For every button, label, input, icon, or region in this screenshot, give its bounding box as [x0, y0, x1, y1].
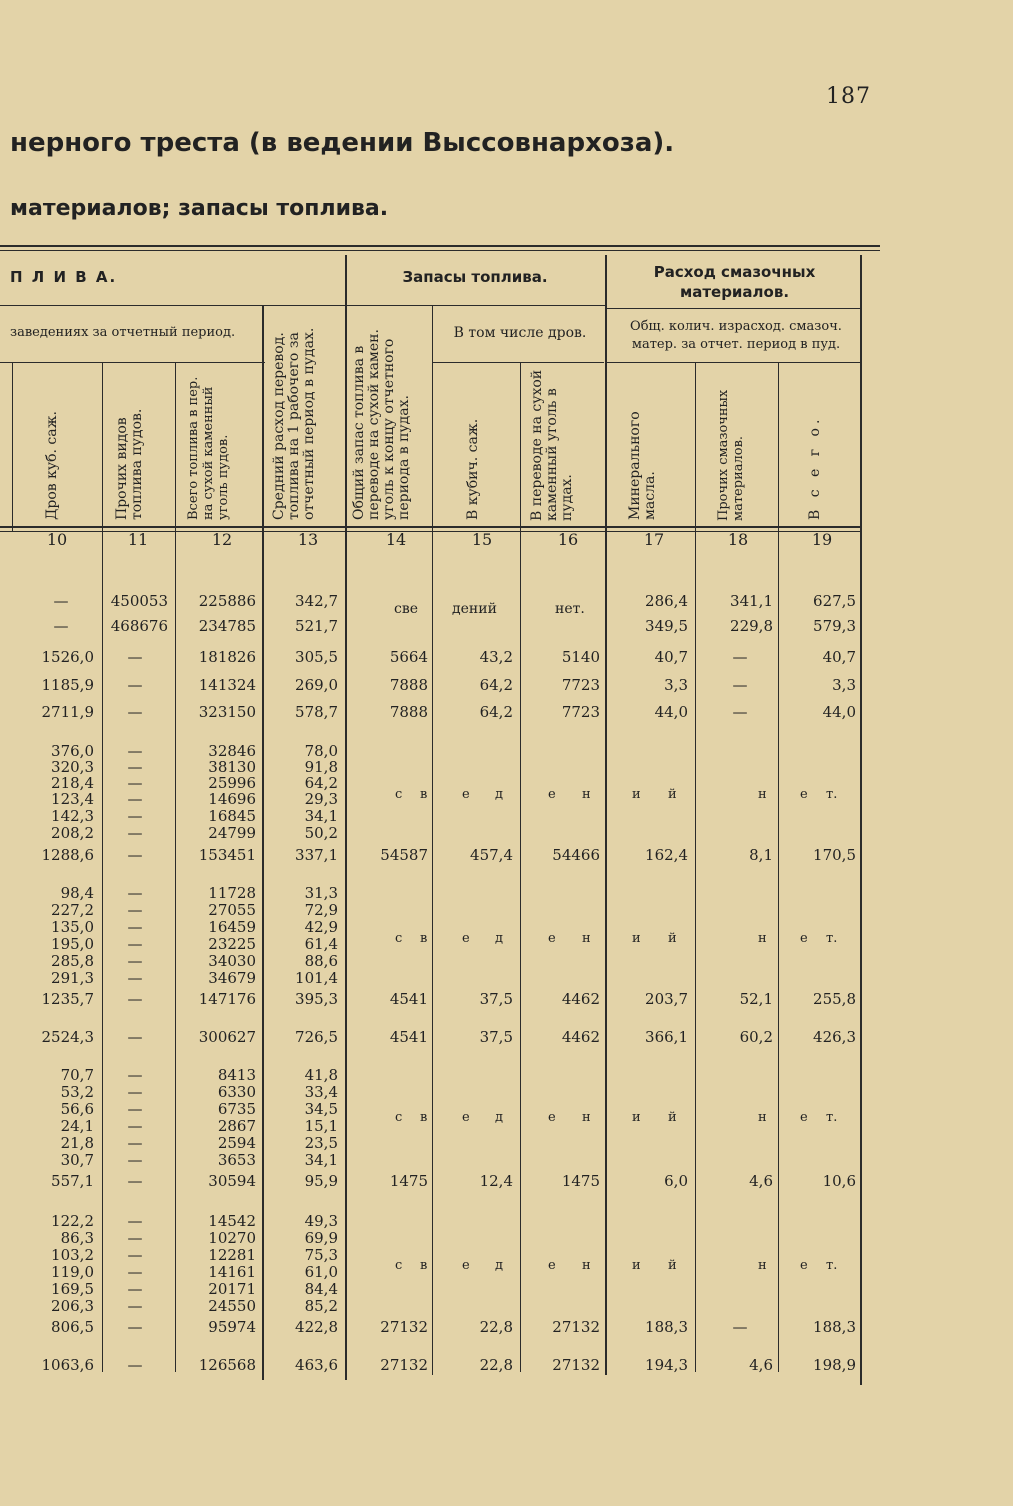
header-col17: Минерального масла.: [627, 411, 658, 520]
note-letter: е: [462, 1258, 470, 1273]
table-cell: —: [127, 648, 143, 666]
table-cell: 42,9: [304, 918, 338, 936]
table-cell: 64,2: [479, 703, 513, 721]
table-cell: —: [127, 1229, 143, 1247]
table-cell: —: [127, 952, 143, 970]
table-cell: 4462: [561, 1028, 600, 1046]
note-letter: й: [668, 787, 677, 802]
table-cell: 5664: [389, 648, 428, 666]
colnum: 15: [471, 530, 493, 549]
table-cell: 85,2: [304, 1297, 338, 1315]
table-cell: —: [127, 1028, 143, 1046]
table-cell: —: [732, 648, 748, 666]
table-cell: 8413: [217, 1066, 256, 1084]
table-cell: —: [127, 935, 143, 953]
table-cell: 2524,3: [41, 1028, 94, 1046]
table-cell: 61,0: [304, 1263, 338, 1281]
table-cell: —: [127, 1263, 143, 1281]
note-letter: д: [495, 787, 504, 802]
table-cell: 3,3: [664, 676, 688, 694]
note-text: нет.: [555, 601, 585, 617]
table-cell: 229,8: [730, 617, 773, 635]
note-letter: с: [395, 931, 403, 946]
table-cell: 38130: [208, 758, 256, 776]
table-cell: 142,3: [51, 807, 94, 825]
table-cell: 323150: [198, 703, 256, 721]
table-cell: 95974: [208, 1318, 256, 1336]
note-letter: е: [462, 931, 470, 946]
table-cell: 40,7: [654, 648, 688, 666]
table-cell: —: [127, 901, 143, 919]
table-cell: 153451: [198, 846, 256, 864]
table-cell: 122,2: [51, 1212, 94, 1230]
table-cell: 10,6: [822, 1172, 856, 1190]
header-col11: Прочих видов топлива пудов.: [114, 408, 145, 520]
table-cell: 22,8: [479, 1318, 513, 1336]
table-cell: 194,3: [645, 1356, 688, 1374]
table-cell: —: [127, 807, 143, 825]
header-group-lubricants: Расход смазочных материалов.: [653, 263, 816, 301]
table-cell: 11728: [208, 884, 256, 902]
rule-h1: [0, 305, 345, 306]
header-group-stocks: Запасы топлива.: [402, 268, 548, 286]
table-cell: 286,4: [645, 592, 688, 610]
note-letter: с: [395, 787, 403, 802]
table-cell: 12,4: [479, 1172, 513, 1190]
table-cell: 101,4: [295, 969, 338, 987]
header-sub-period: заведениях за отчетный период.: [10, 325, 236, 340]
table-cell: 3,3: [832, 676, 856, 694]
table-cell: 98,4: [60, 884, 94, 902]
vline: [12, 362, 13, 532]
table-cell: 181826: [198, 648, 256, 666]
note-letter: в: [420, 931, 428, 946]
table-cell: 3653: [217, 1151, 256, 1169]
note-letter: в: [420, 1258, 428, 1273]
table-cell: 44,0: [822, 703, 856, 721]
table-cell: —: [127, 1100, 143, 1118]
table-cell: 1475: [561, 1172, 600, 1190]
table-cell: —: [127, 824, 143, 842]
table-cell: 78,0: [304, 742, 338, 760]
table-cell: 119,0: [51, 1263, 94, 1281]
table-cell: 1185,9: [41, 676, 94, 694]
table-cell: 21,8: [60, 1134, 94, 1152]
page-number: 187: [826, 84, 871, 109]
note-letter: в: [420, 787, 428, 802]
note-letter: е: [462, 1110, 470, 1125]
table-cell: 206,3: [51, 1297, 94, 1315]
table-cell: 70,7: [60, 1066, 94, 1084]
table-cell: 103,2: [51, 1246, 94, 1264]
table-cell: 349,5: [645, 617, 688, 635]
table-cell: 53,2: [60, 1083, 94, 1101]
table-cell: 341,1: [730, 592, 773, 610]
table-cell: 30,7: [60, 1151, 94, 1169]
table-cell: 188,3: [645, 1318, 688, 1336]
table-cell: 203,7: [645, 990, 688, 1008]
table-cell: —: [127, 758, 143, 776]
table-cell: 49,3: [304, 1212, 338, 1230]
table-cell: —: [53, 617, 69, 635]
table-cell: 1063,6: [41, 1356, 94, 1374]
table-cell: —: [127, 774, 143, 792]
table-cell: 337,1: [295, 846, 338, 864]
table-cell: —: [127, 1083, 143, 1101]
table-cell: 300627: [198, 1028, 256, 1046]
note-letter: с: [395, 1110, 403, 1125]
vline: [102, 362, 103, 1372]
note-letter: е: [800, 1258, 808, 1273]
table-cell: —: [127, 1134, 143, 1152]
table-cell: 25996: [208, 774, 256, 792]
table-cell: 50,2: [304, 824, 338, 842]
table-cell: 1526,0: [41, 648, 94, 666]
table-cell: 123,4: [51, 790, 94, 808]
table-cell: 1288,6: [41, 846, 94, 864]
table-cell: 557,1: [51, 1172, 94, 1190]
rule-h1c: [605, 308, 860, 309]
table-cell: 8,1: [749, 846, 773, 864]
rule-h1b: [345, 305, 605, 306]
table-cell: 320,3: [51, 758, 94, 776]
table-cell: 16845: [208, 807, 256, 825]
table-cell: 34030: [208, 952, 256, 970]
table-cell: 14696: [208, 790, 256, 808]
header-group-fuel: П Л И В А.: [10, 268, 118, 286]
table-cell: —: [53, 592, 69, 610]
table-cell: —: [127, 1318, 143, 1336]
table-cell: 578,7: [295, 703, 338, 721]
table-cell: 69,9: [304, 1229, 338, 1247]
table-cell: 24,1: [60, 1117, 94, 1135]
table-cell: 24799: [208, 824, 256, 842]
table-cell: 12281: [208, 1246, 256, 1264]
table-cell: 33,4: [304, 1083, 338, 1101]
table-cell: 169,5: [51, 1280, 94, 1298]
vline: [432, 305, 433, 1375]
table-cell: 27132: [552, 1356, 600, 1374]
colnum: 13: [297, 530, 319, 549]
table-top-rule-2: [0, 250, 880, 251]
note-letter: е: [548, 931, 556, 946]
table-cell: 54466: [552, 846, 600, 864]
table-cell: 6330: [217, 1083, 256, 1101]
table-cell: 806,5: [51, 1318, 94, 1336]
vline: [605, 255, 607, 1375]
header-col15: В кубич. саж.: [465, 418, 481, 520]
note-letter: е: [462, 787, 470, 802]
table-cell: 30594: [208, 1172, 256, 1190]
colnum: 17: [643, 530, 665, 549]
note-letter: т.: [826, 1110, 838, 1125]
note-letter: н: [582, 1110, 591, 1125]
table-cell: 32846: [208, 742, 256, 760]
table-cell: 4541: [389, 1028, 428, 1046]
table-cell: —: [127, 884, 143, 902]
note-letter: т.: [826, 1258, 838, 1273]
table-cell: 54587: [380, 846, 428, 864]
table-cell: 4,6: [749, 1356, 773, 1374]
header-sub-wood: В том числе дров.: [453, 325, 587, 341]
table-cell: 1475: [389, 1172, 428, 1190]
header-col14: Общий запас топлива в переводе на сухой камен. уголь к концу отчетного периода в пудах.: [351, 329, 412, 520]
table-cell: 95,9: [304, 1172, 338, 1190]
table-cell: 579,3: [813, 617, 856, 635]
note-letter: н: [758, 1258, 767, 1273]
table-cell: 27055: [208, 901, 256, 919]
table-cell: 27132: [380, 1356, 428, 1374]
note-letter: е: [548, 1258, 556, 1273]
colnum: 12: [211, 530, 233, 549]
header-sub-lubricants: Общ. колич. израсход. смазоч. матер. за отчет. период в пуд.: [630, 319, 842, 352]
table-cell: —: [127, 703, 143, 721]
header-col13: Средний расход перевод. топлива на 1 рабочего за отчетный период в пудах.: [271, 327, 317, 520]
table-cell: 64,2: [479, 676, 513, 694]
table-cell: 86,3: [60, 1229, 94, 1247]
table-cell: —: [127, 846, 143, 864]
table-cell: 4541: [389, 990, 428, 1008]
note-letter: н: [758, 1110, 767, 1125]
table-cell: 56,6: [60, 1100, 94, 1118]
table-cell: 34,5: [304, 1100, 338, 1118]
table-cell: —: [127, 1066, 143, 1084]
note-letter: и: [632, 931, 641, 946]
table-cell: 27132: [380, 1318, 428, 1336]
table-cell: 468676: [110, 617, 168, 635]
table-cell: 20171: [208, 1280, 256, 1298]
table-cell: 10270: [208, 1229, 256, 1247]
table-cell: 23225: [208, 935, 256, 953]
note-letter: т.: [826, 931, 838, 946]
table-cell: 188,3: [813, 1318, 856, 1336]
note-letter: д: [495, 931, 504, 946]
rule-h2: [0, 362, 265, 363]
table-cell: —: [127, 1151, 143, 1169]
table-cell: —: [127, 1172, 143, 1190]
table-cell: 7888: [389, 676, 428, 694]
note-letter: с: [395, 1258, 403, 1273]
vline: [695, 362, 696, 1372]
table-cell: —: [127, 1246, 143, 1264]
note-letter: н: [758, 931, 767, 946]
table-cell: 60,2: [739, 1028, 773, 1046]
table-cell: 44,0: [654, 703, 688, 721]
vline: [778, 362, 779, 1372]
note-letter: е: [800, 787, 808, 802]
table-cell: 7723: [561, 676, 600, 694]
note-letter: е: [548, 787, 556, 802]
table-cell: 269,0: [295, 676, 338, 694]
note-letter: т.: [826, 787, 838, 802]
table-cell: 395,3: [295, 990, 338, 1008]
table-cell: 225886: [198, 592, 256, 610]
table-cell: 234785: [198, 617, 256, 635]
table-cell: 227,2: [51, 901, 94, 919]
note-letter: д: [495, 1258, 504, 1273]
note-letter: й: [668, 931, 677, 946]
table-cell: 198,9: [813, 1356, 856, 1374]
table-cell: 52,1: [739, 990, 773, 1008]
table-cell: 463,6: [295, 1356, 338, 1374]
table-cell: 726,5: [295, 1028, 338, 1046]
table-cell: 72,9: [304, 901, 338, 919]
table-cell: 34,1: [304, 807, 338, 825]
table-cell: 88,6: [304, 952, 338, 970]
table-cell: 2594: [217, 1134, 256, 1152]
table-cell: 75,3: [304, 1246, 338, 1264]
table-cell: 521,7: [295, 617, 338, 635]
note-letter: е: [548, 1110, 556, 1125]
note-letter: е: [800, 1110, 808, 1125]
rule-h2c: [606, 362, 860, 363]
colnum: 18: [727, 530, 749, 549]
table-cell: 61,4: [304, 935, 338, 953]
table-cell: 208,2: [51, 824, 94, 842]
table-cell: 41,8: [304, 1066, 338, 1084]
table-cell: 285,8: [51, 952, 94, 970]
table-cell: —: [127, 918, 143, 936]
table-cell: 29,3: [304, 790, 338, 808]
table-cell: —: [127, 1117, 143, 1135]
table-cell: 162,4: [645, 846, 688, 864]
table-cell: —: [732, 703, 748, 721]
table-cell: 15,1: [304, 1117, 338, 1135]
table-cell: 22,8: [479, 1356, 513, 1374]
header-col19: В с е г о.: [807, 415, 823, 520]
table-cell: 31,3: [304, 884, 338, 902]
table-cell: 5140: [561, 648, 600, 666]
table-cell: 218,4: [51, 774, 94, 792]
header-col10: Дров куб. саж.: [44, 411, 60, 520]
note-letter: н: [582, 1258, 591, 1273]
table-cell: 91,8: [304, 758, 338, 776]
table-cell: 457,4: [470, 846, 513, 864]
table-cell: 34,1: [304, 1151, 338, 1169]
table-cell: 2711,9: [41, 703, 94, 721]
rule-h2b: [432, 362, 604, 363]
table-cell: 255,8: [813, 990, 856, 1008]
note-letter: н: [758, 787, 767, 802]
table-cell: 4,6: [749, 1172, 773, 1190]
table-cell: 7723: [561, 703, 600, 721]
table-cell: 27132: [552, 1318, 600, 1336]
table-cell: 126568: [198, 1356, 256, 1374]
table-cell: 342,7: [295, 592, 338, 610]
table-cell: —: [127, 1356, 143, 1374]
note-letter: е: [800, 931, 808, 946]
table-cell: 14542: [208, 1212, 256, 1230]
note-letter: н: [582, 787, 591, 802]
table-cell: 37,5: [479, 990, 513, 1008]
note-letter: й: [668, 1110, 677, 1125]
table-cell: —: [127, 990, 143, 1008]
colnum: 10: [46, 530, 68, 549]
table-cell: 141324: [198, 676, 256, 694]
table-cell: —: [127, 969, 143, 987]
note-letter: и: [632, 787, 641, 802]
table-cell: 4462: [561, 990, 600, 1008]
note-letter: и: [632, 1258, 641, 1273]
table-cell: 37,5: [479, 1028, 513, 1046]
table-cell: —: [732, 676, 748, 694]
note-letter: и: [632, 1110, 641, 1125]
table-cell: 147176: [198, 990, 256, 1008]
table-cell: 84,4: [304, 1280, 338, 1298]
note-text: све: [394, 601, 419, 617]
table-cell: 366,1: [645, 1028, 688, 1046]
table-cell: —: [127, 790, 143, 808]
header-col16: В переводе на сухой каменный уголь в пудах.: [529, 369, 575, 521]
vline: [520, 362, 521, 1372]
note-letter: д: [495, 1110, 504, 1125]
vline: [345, 255, 347, 1380]
table-top-rule: [0, 245, 880, 247]
header-col12: Всего топлива в пер. на сухой каменный уголь пудов.: [186, 376, 231, 520]
note-letter: в: [420, 1110, 428, 1125]
table-cell: 422,8: [295, 1318, 338, 1336]
table-cell: —: [127, 1280, 143, 1298]
table-cell: —: [732, 1318, 748, 1336]
table-cell: 6735: [217, 1100, 256, 1118]
colnum: 19: [811, 530, 833, 549]
table-cell: 135,0: [51, 918, 94, 936]
table-cell: —: [127, 1212, 143, 1230]
colnum: 16: [557, 530, 579, 549]
table-cell: 170,5: [813, 846, 856, 864]
note-letter: н: [582, 931, 591, 946]
table-cell: 64,2: [304, 774, 338, 792]
table-cell: 2867: [217, 1117, 256, 1135]
header-col18: Прочих смазочных материалов.: [716, 389, 746, 521]
table-cell: 16459: [208, 918, 256, 936]
table-cell: 376,0: [51, 742, 94, 760]
colnum: 14: [385, 530, 407, 549]
vline: [860, 255, 862, 1385]
table-cell: 1235,7: [41, 990, 94, 1008]
table-cell: 23,5: [304, 1134, 338, 1152]
table-cell: 450053: [110, 592, 168, 610]
table-cell: 34679: [208, 969, 256, 987]
table-cell: 14161: [208, 1263, 256, 1281]
table-cell: 43,2: [479, 648, 513, 666]
table-cell: 305,5: [295, 648, 338, 666]
note-text: дений: [452, 601, 497, 617]
table-cell: —: [127, 676, 143, 694]
rule-header-bottom: [0, 526, 860, 528]
table-cell: 7888: [389, 703, 428, 721]
table-cell: 6,0: [664, 1172, 688, 1190]
table-cell: 24550: [208, 1297, 256, 1315]
table-cell: 195,0: [51, 935, 94, 953]
page-title-line1: нерного треста (в ведении Выссовнархоза).: [10, 128, 675, 158]
table-cell: —: [127, 1297, 143, 1315]
table-cell: —: [127, 742, 143, 760]
note-letter: й: [668, 1258, 677, 1273]
page-title-line2: материалов; запасы топлива.: [10, 196, 389, 221]
table-cell: 627,5: [813, 592, 856, 610]
table-cell: 426,3: [813, 1028, 856, 1046]
table-cell: 40,7: [822, 648, 856, 666]
table-cell: 291,3: [51, 969, 94, 987]
colnum: 11: [127, 530, 149, 549]
